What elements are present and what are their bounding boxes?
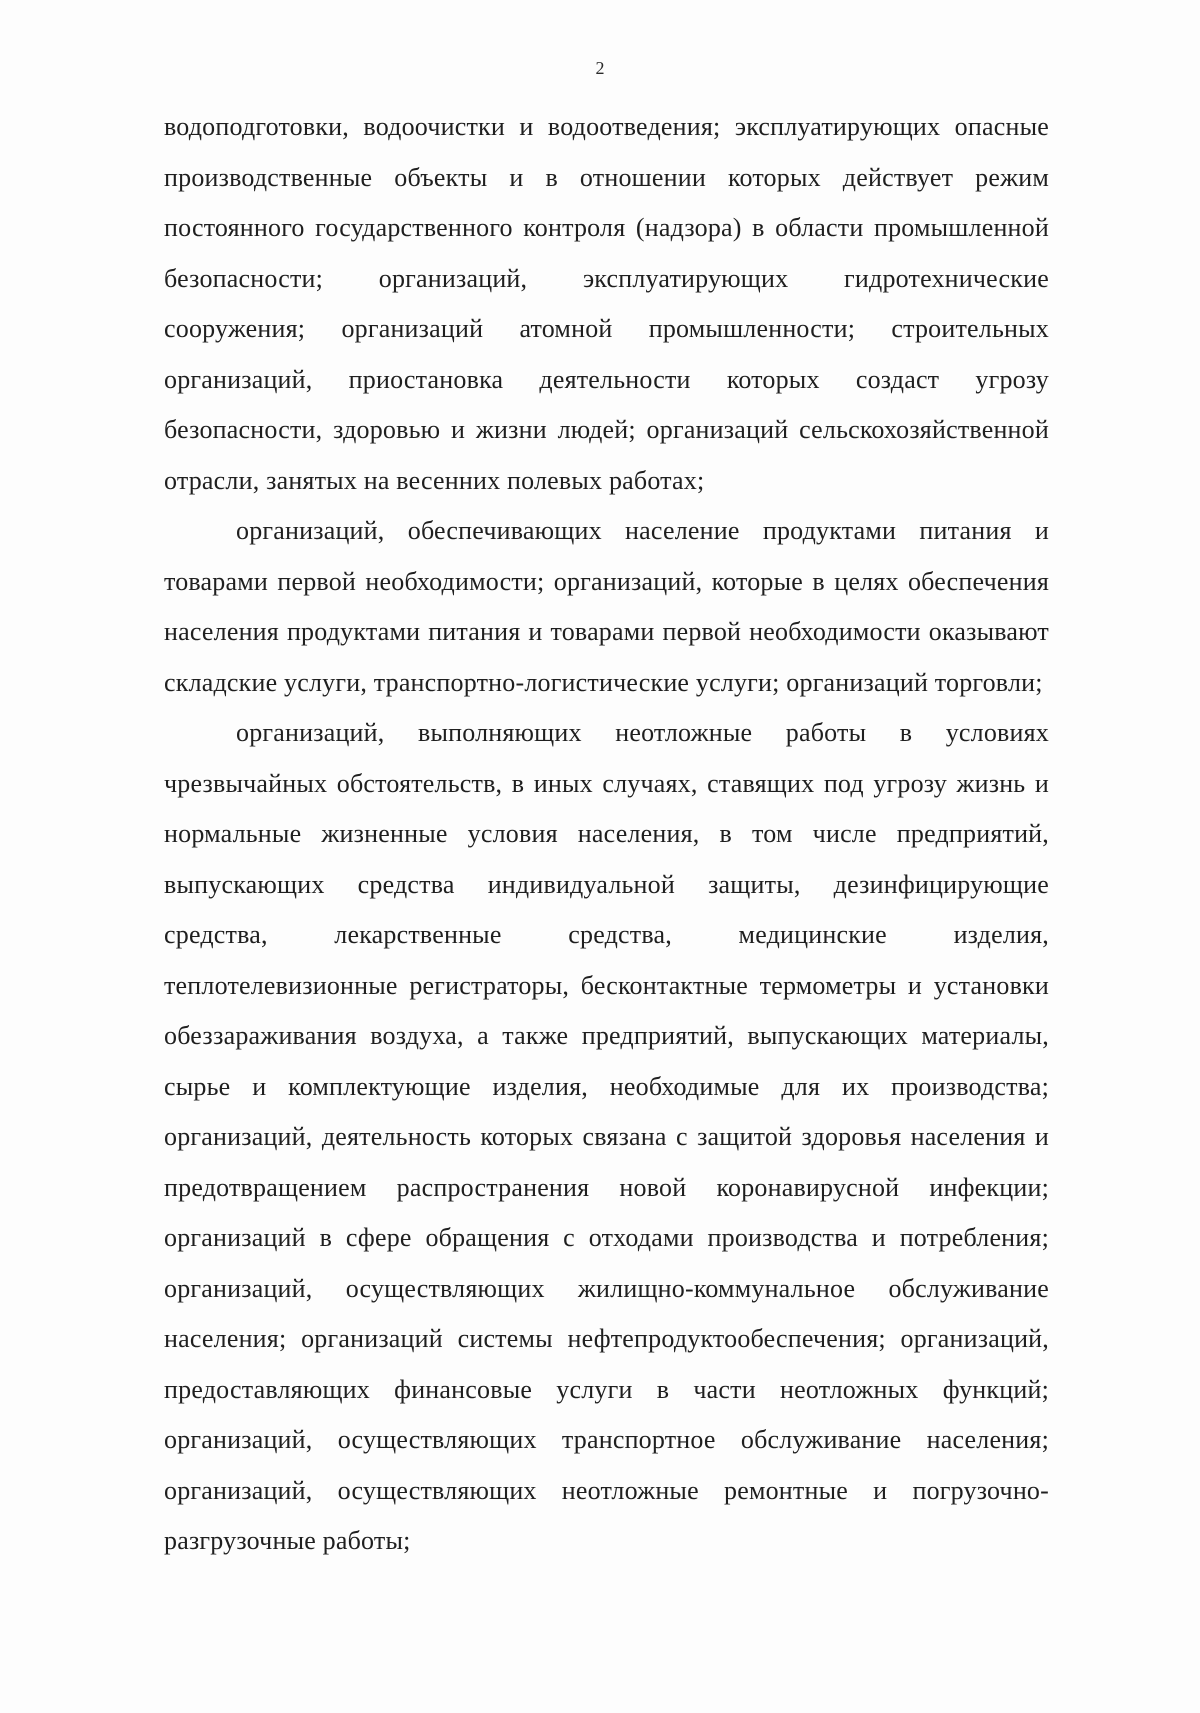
paragraph-food-supply: организаций, обеспечивающих население продуктами питания и товарами первой необходимости; организаций, которые в целях обеспечения населения продуктами питания и товарами первой необходимости оказывают складские услуги, транспортно-логистические услуги; организаций торговли;: [164, 516, 1049, 697]
paragraph-emergency-works: организаций, выполняющих неотложные работы в условиях чрезвычайных обстоятельств, в иных случаях, ставящих под угрозу жизнь и нормальные жизненные условия населения, в том числе предприятий, выпускающих средства индивидуальной защиты, дезинфицирующие средства, лекарственные средства, медицинские изделия, теплотелевизионные регистраторы, бесконтактные термометры и установки обеззараживания воздуха, а также предприятий, выпускающих материалы, сырье и комплектующие изделия, необходимые для их производства; организаций, деятельность которых связана с защитой здоровья населения и предотвращением распространения новой коронавирусной инфекции; организаций в сфере обращения с отходами производства и потребления; организаций, осуществляющих жилищно-коммунальное обслуживание населения; организаций системы нефтепродуктообеспечения; организаций, предоставляющих финансовые услуги в части неотложных функций; организаций, осуществляющих транспортное обслуживание населения; организаций, осуществляющих неотложные ремонтные и погрузочно-разгрузочные работы;: [164, 718, 1049, 1555]
page-number: 2: [595, 58, 605, 78]
document-body: [164, 102, 1049, 1567]
paragraph-continuation: водоподготовки, водоочистки и водоотведения; эксплуатирующих опасные производственные объекты и в отношении которых действует режим постоянного государственного контроля (надзора) в области промышленной безопасности; организаций, эксплуатирующих гидротехнические сооружения; организаций атомной промышленности; строительных организаций, приостановка деятельности которых создаст угрозу безопасности, здоровью и жизни людей; организаций сельскохозяйственной отрасли, занятых на весенних полевых работах;: [164, 112, 1049, 495]
